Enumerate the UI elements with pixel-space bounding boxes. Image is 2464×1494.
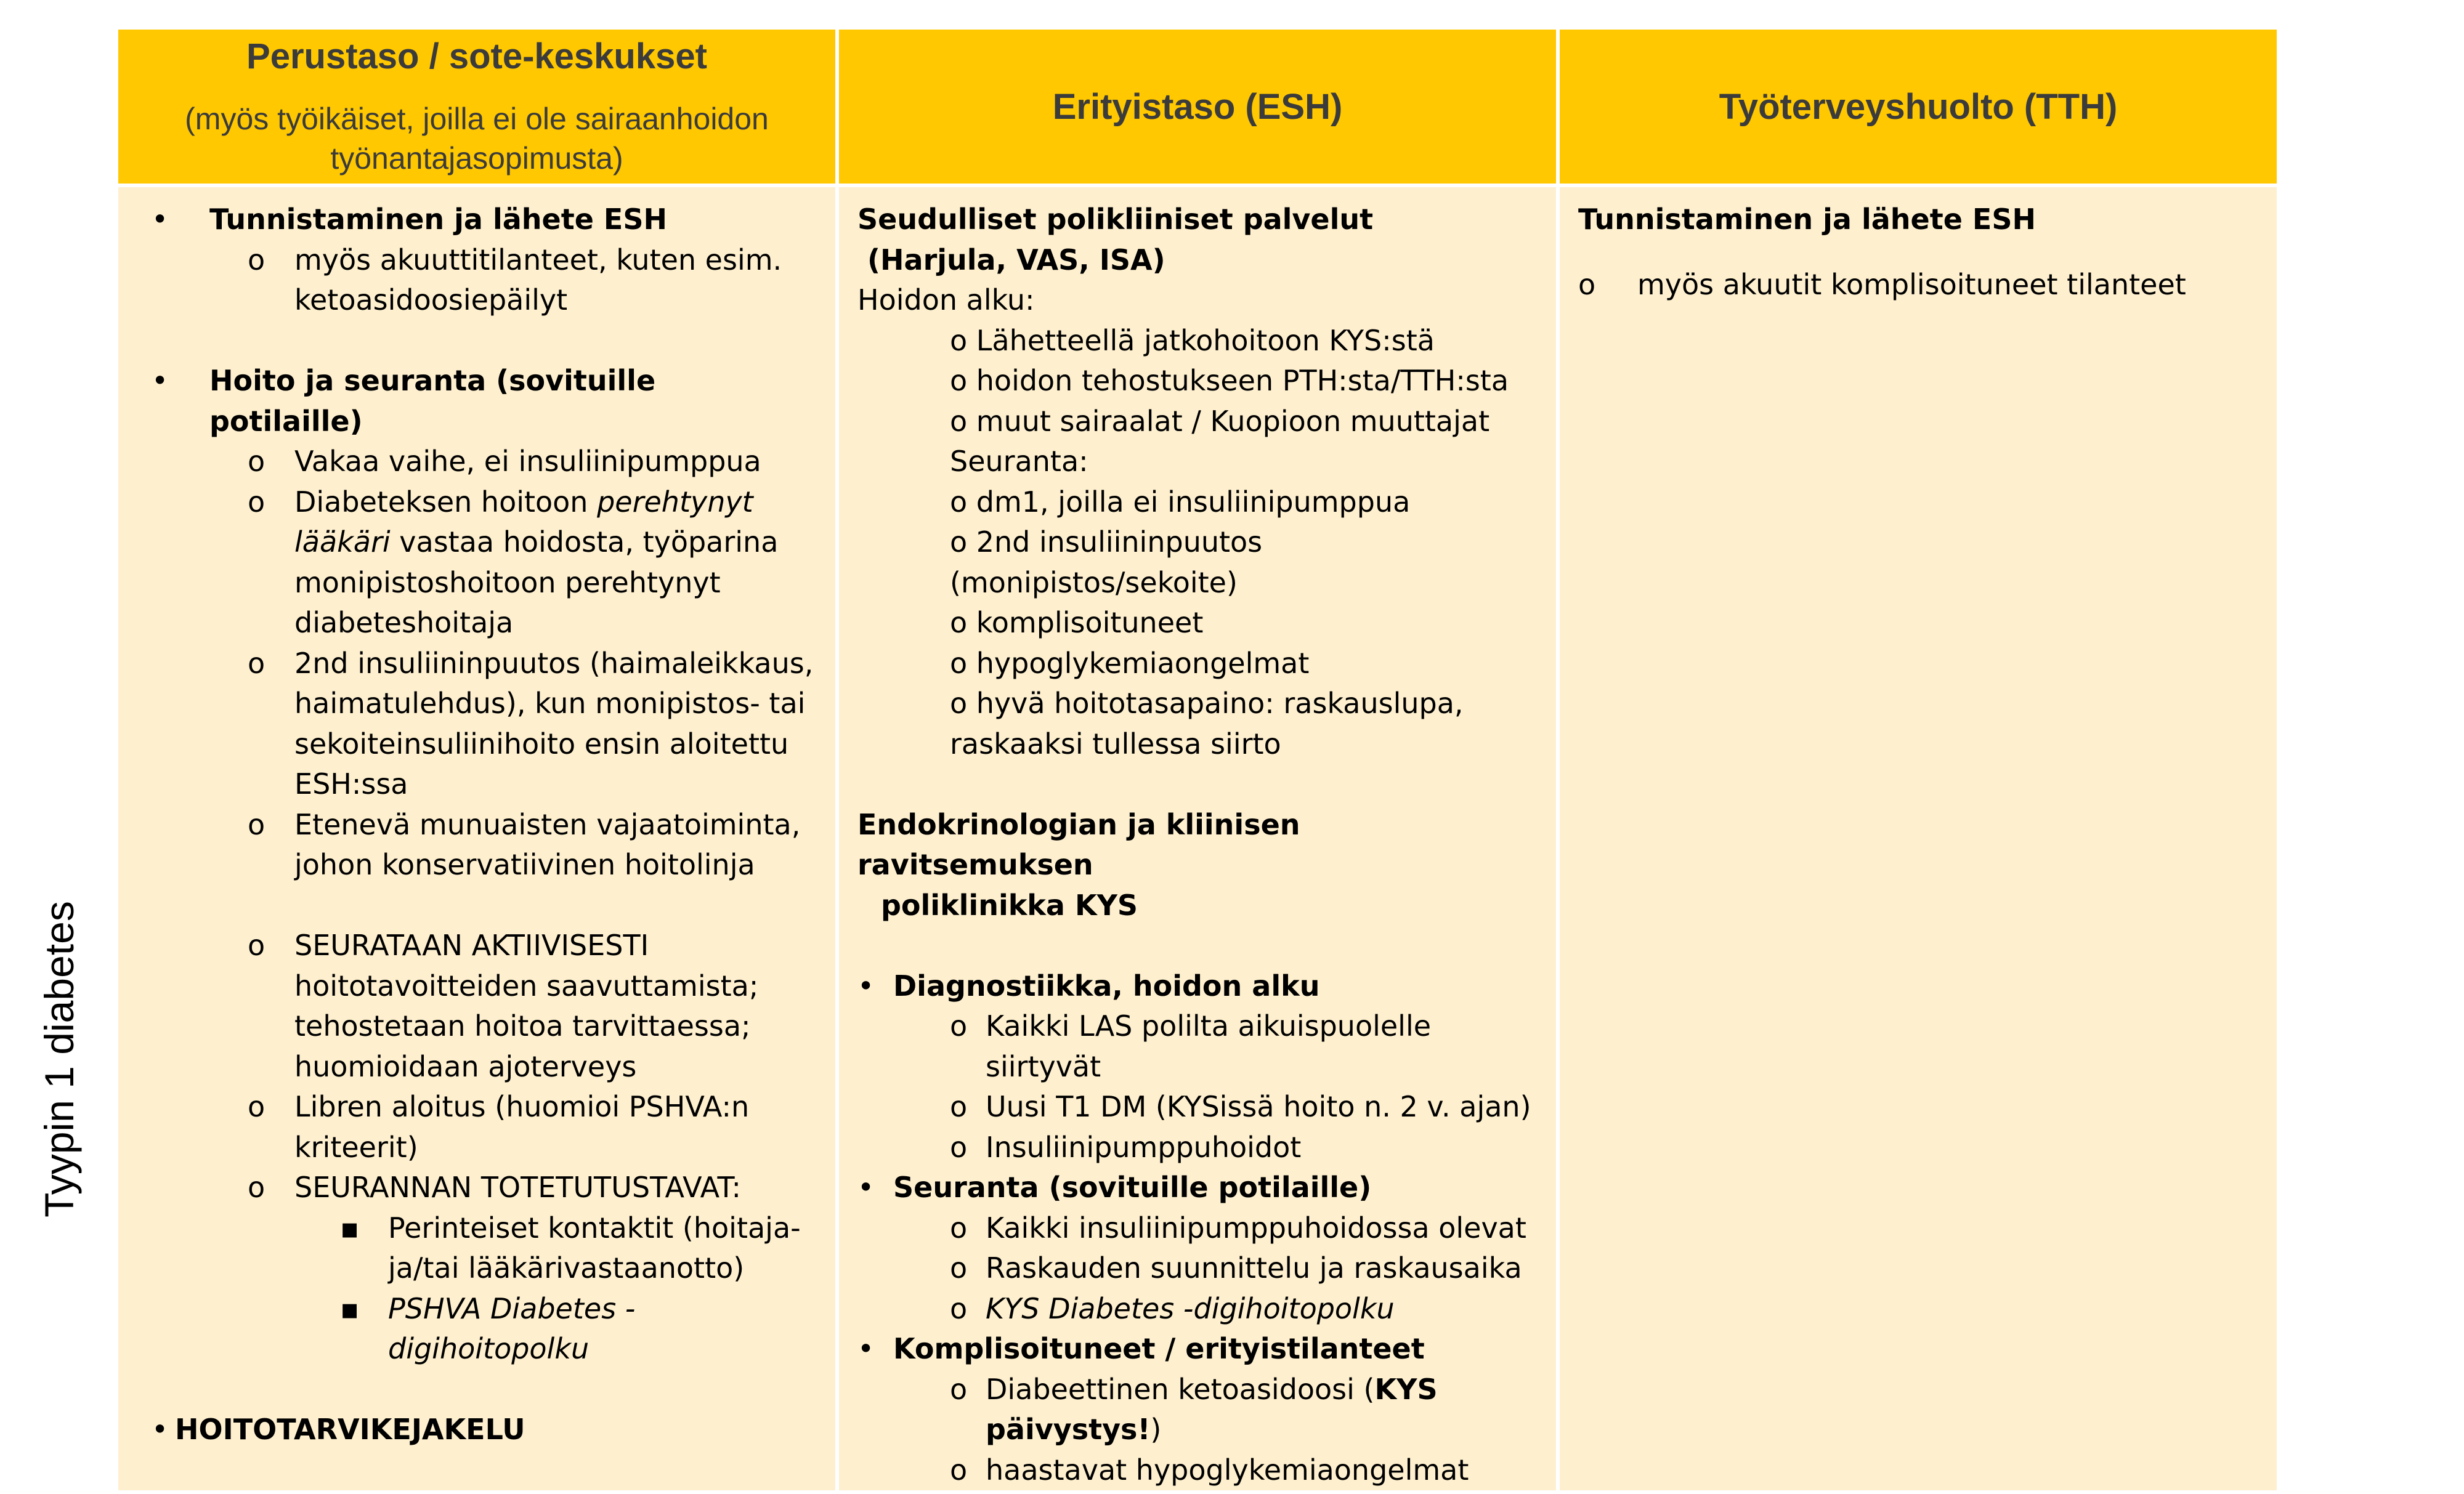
list-item xyxy=(857,1329,1538,1370)
circle-icon: o xyxy=(950,1211,968,1245)
section-label: Hoidon alku: xyxy=(857,283,1035,317)
list-item-text: HOITOTARVIKEJAKELU xyxy=(175,1413,525,1446)
circle-icon: o xyxy=(248,1171,265,1204)
section-heading: Seudulliset polikliiniset palvelut xyxy=(857,203,1374,236)
list-item-text: Diabeettinen ketoasidoosi ( xyxy=(986,1372,1375,1406)
list-item-text-bold: KYS päivystys! xyxy=(986,1372,1438,1446)
list-item xyxy=(137,926,817,1087)
list-item-text: PSHVA Diabetes -digihoitopolku xyxy=(388,1291,636,1365)
list-item xyxy=(137,1289,817,1370)
bullet-icon: • xyxy=(857,1332,875,1365)
list-item-text: Libren aloitus (huomioi PSHVA:n kriteerit) xyxy=(294,1090,750,1164)
list-item-text: Uusi T1 DM (KYSissä hoito n. 2 v. ajan) xyxy=(986,1090,1531,1123)
bullet-icon: • xyxy=(152,203,169,236)
bullet-icon: • xyxy=(857,1171,875,1204)
section-heading: poliklinikka KYS xyxy=(881,888,1138,922)
list-item-text: Kaikki LAS polilta aikuispuolelle siirtyvät xyxy=(986,1009,1432,1083)
list-item xyxy=(137,1208,817,1289)
circle-icon: o xyxy=(950,1291,968,1325)
circle-icon: o xyxy=(950,1251,968,1285)
cell-occupational xyxy=(1558,185,2279,1492)
list-item-text: KYS Diabetes -digihoitopolku xyxy=(986,1291,1395,1325)
body-row xyxy=(116,185,2279,1492)
circle-icon: o xyxy=(950,1372,968,1406)
cell-specialist xyxy=(837,185,1558,1492)
list-item xyxy=(857,1248,1538,1289)
list-item-text: vastaa hoidosta, työparina monipistoshoitoon perehtynyt diabeteshoitaja xyxy=(294,525,779,639)
list-item xyxy=(857,1208,1538,1249)
list-item xyxy=(137,1410,817,1450)
list-item xyxy=(857,1168,1538,1208)
square-bullet-icon: ▪ xyxy=(340,1211,360,1245)
header-cell-specialist xyxy=(837,28,1558,185)
list-item xyxy=(857,1450,1538,1491)
list-item-text: Diabeteksen hoitoon xyxy=(294,485,598,519)
list-item xyxy=(857,1087,1538,1128)
list-item xyxy=(1578,265,2258,305)
list-item-text: Seuranta (sovituille potilaille) xyxy=(893,1171,1372,1204)
list-item-text: Insuliinipumppuhoidot xyxy=(986,1130,1302,1164)
cell-primary xyxy=(116,185,837,1492)
section-heading: (Harjula, VAS, ISA) xyxy=(857,243,1165,277)
list-item xyxy=(137,442,817,482)
bullet-icon: • xyxy=(152,1413,169,1446)
list-item xyxy=(137,644,817,805)
circle-icon: o xyxy=(950,1130,968,1164)
list-item-text: Komplisoituneet / erityistilanteet xyxy=(893,1332,1425,1365)
list-item xyxy=(137,200,817,240)
list-item-text: SEURANNAN TOTETUTUSTAVAT: xyxy=(294,1171,742,1204)
list-item-text: myös akuuttitilanteet, kuten esim. ketoasidoosiepäilyt xyxy=(294,243,782,317)
list-item xyxy=(137,361,817,442)
header-cell-occupational xyxy=(1558,28,2279,185)
list-item: o dm1, joilla ei insuliinipumppua xyxy=(950,485,1411,519)
row-label-text: Tyypin 1 diabetes xyxy=(36,901,82,1217)
circle-icon: o xyxy=(950,1009,968,1043)
circle-icon: o xyxy=(248,243,265,277)
circle-icon: o xyxy=(248,807,265,841)
list-item: o hypoglykemiaongelmat xyxy=(950,646,1310,680)
list-item-text: Tunnistaminen ja lähete ESH xyxy=(209,203,667,236)
circle-icon: o xyxy=(248,445,265,478)
list-item xyxy=(857,1289,1538,1330)
list-item xyxy=(137,1168,817,1208)
list-item-text: Vakaa vaihe, ei insuliinipumppua xyxy=(294,445,761,478)
list-item xyxy=(857,1006,1538,1087)
section-heading: Tunnistaminen ja lähete ESH xyxy=(1578,203,2036,236)
list-item: o 2nd insuliininpuutos (monipistos/sekoite) xyxy=(950,525,1263,599)
list-item-text-italic: perehtynyt lääkäri xyxy=(294,485,753,559)
circle-icon: o xyxy=(248,1090,265,1123)
square-bullet-icon: ▪ xyxy=(340,1291,360,1325)
bullet-icon: • xyxy=(857,969,875,1003)
list-item xyxy=(137,805,817,886)
list-item-text: Diagnostiikka, hoidon alku xyxy=(893,969,1320,1003)
list-item-text: Hoito ja seuranta (sovituille potilaille) xyxy=(209,364,656,438)
circle-icon: o xyxy=(950,1090,968,1123)
list-item xyxy=(857,1370,1538,1450)
row-label xyxy=(0,0,117,1386)
list-item-text: Perinteiset kontaktit (hoitaja- ja/tai lääkärivastaanotto) xyxy=(388,1211,801,1285)
list-item xyxy=(857,1128,1538,1168)
list-item: o hoidon tehostukseen PTH:sta/TTH:sta xyxy=(950,364,1509,397)
list-item xyxy=(137,1087,817,1168)
list-item-text: 2nd insuliininpuutos (haimaleikkaus, haimatulehdus), kun monipistos- tai sekoiteinsuliinihoito ensin aloitettu ESH:ssa xyxy=(294,646,814,801)
header-specialist-title: Erityistaso (ESH) xyxy=(1052,86,1343,127)
list-item: o muut sairaalat / Kuopioon muuttajat xyxy=(950,404,1490,438)
list-item-text: Raskauden suunnittelu ja raskausaika xyxy=(986,1251,1522,1285)
list-item: o hyvä hoitotasapaino: raskauslupa, raskaaksi tullessa siirto xyxy=(950,687,1464,761)
circle-icon: o xyxy=(1578,267,1596,301)
circle-icon: o xyxy=(950,1453,968,1487)
list-item-text: SEURATAAN AKTIIVISESTI hoitotavoitteiden saavuttamista; tehostetaan hoitoa tarvittaessa; huomioidaan ajoterveys xyxy=(294,929,759,1083)
circle-icon: o xyxy=(248,646,265,680)
list-item xyxy=(857,966,1538,1007)
bullet-icon: • xyxy=(152,364,169,397)
header-row xyxy=(116,28,2279,185)
circle-icon: o xyxy=(248,485,265,519)
list-item-text: Kaikki insuliinipumppuhoidossa olevat xyxy=(986,1211,1526,1245)
list-item: o komplisoituneet xyxy=(950,606,1204,639)
list-item xyxy=(137,240,817,321)
header-primary-title: Perustaso / sote-keskukset xyxy=(246,36,707,76)
list-item-text: Etenevä munuaisten vajaatoiminta, johon konservatiivinen hoitolinja xyxy=(294,807,801,881)
list-item-text: ) xyxy=(1150,1413,1162,1446)
care-pathway-table xyxy=(115,26,2280,1494)
section-heading: Endokrinologian ja kliinisen ravitsemuksen xyxy=(857,807,1300,881)
section-label: Seuranta: xyxy=(950,445,1088,478)
list-item-text: myös akuutit komplisoituneet tilanteet xyxy=(1637,267,2186,301)
list-item: o Lähetteellä jatkohoitoon KYS:stä xyxy=(950,323,1435,357)
list-item-text: haastavat hypoglykemiaongelmat xyxy=(986,1453,1469,1487)
header-occupational-title: Työterveyshuolto (TTH) xyxy=(1719,86,2118,127)
circle-icon: o xyxy=(248,929,265,962)
header-primary-subtitle: (myös työikäiset, joilla ei ole sairaanhoidon työnantajasopimusta) xyxy=(185,101,769,176)
list-item xyxy=(137,482,817,644)
header-cell-primary xyxy=(116,28,837,185)
